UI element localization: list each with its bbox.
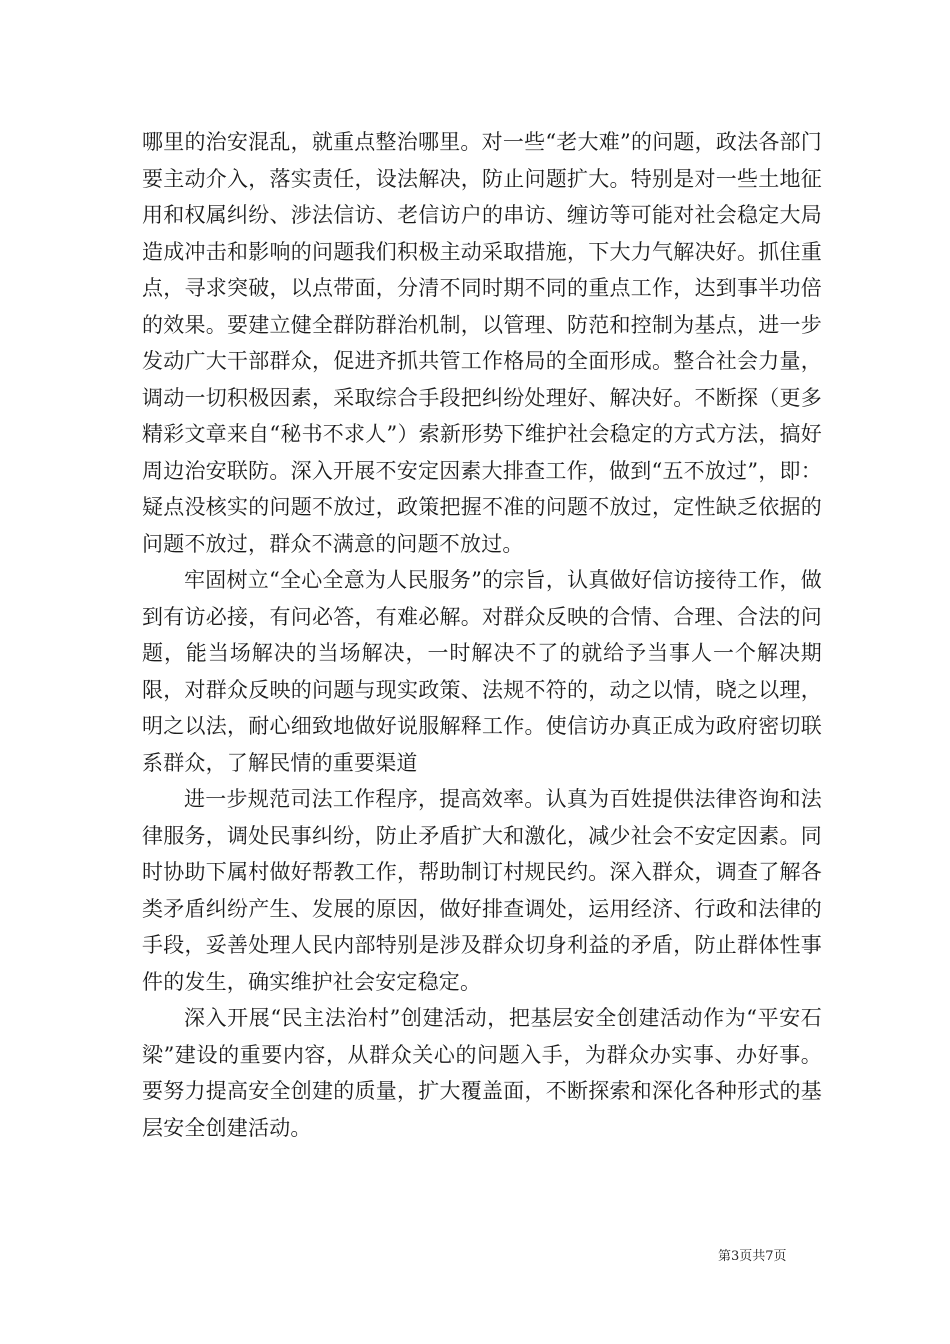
paragraph-3: 进一步规范司法工作程序，提高效率。认真为百姓提供法律咨询和法律服务，调处民事纠纷，防止矛盾扩大和激化，减少社会不安定因素。同时协助下属村做好帮教工作，帮助制订村规民约。深入群众，调查了解各类矛盾纠纷产生、发展的原因，做好排查调处，运用经济、行政和法律的手段，妥善处理人民内部特别是涉及群众切身利益的矛盾，防止群体性事件的发生，确实维护社会安定稳定。 [142, 787, 822, 994]
paragraph-2: 牢固树立“全心全意为人民服务”的宗旨，认真做好信访接待工作，做到有访必接，有问必答，有难必解。对群众反映的合情、合理、合法的问题，能当场解决的当场解决，一时解决不了的就给予当事人一个解决期限，对群众反映的问题与现实政策、法规不符的，动之以情，晓之以理，明之以法，耐心细致地做好说服解释工作。使信访办真正成为政府密切联系群众，了解民情的重要渠道 [142, 568, 822, 775]
paragraph-4: 深入开展“民主法治村”创建活动，把基层安全创建活动作为“平安石梁”建设的重要内容，从群众关心的问题入手，为群众办实事、办好事。要努力提高安全创建的质量，扩大覆盖面，不断探索和深化各种形式的基层安全创建活动。 [142, 1006, 822, 1140]
paragraph-1: 哪里的治安混乱，就重点整治哪里。对一些“老大难”的问题，政法各部门要主动介入，落实责任，设法解决，防止问题扩大。特别是对一些土地征用和权属纠纷、涉法信访、老信访户的串访、缠访等可能对社会稳定大局造成冲击和影响的问题我们积极主动采取措施，下大力气解决好。抓住重点，寻求突破，以点带面，分清不同时期不同的重点工作，达到事半功倍的效果。要建立健全群防群治机制，以管理、防范和控制为基点，进一步发动广大干部群众，促进齐抓共管工作格局的全面形成。整合社会力量，调动一切积极因素，采取综合手段把纠纷处理好、解决好。不断探（更多精彩文章来自“秘书不求人”）索新形势下维护社会稳定的方式方法，搞好周边治安联防。深入开展不安定因素大排查工作，做到“五不放过”，即：疑点没核实的问题不放过，政策把握不准的问题不放过，定性缺乏依据的问题不放过，群众不满意的问题不放过。 [142, 130, 822, 556]
document-body [142, 124, 822, 1146]
page-number-footer: 第3页共7页 [718, 1249, 787, 1264]
